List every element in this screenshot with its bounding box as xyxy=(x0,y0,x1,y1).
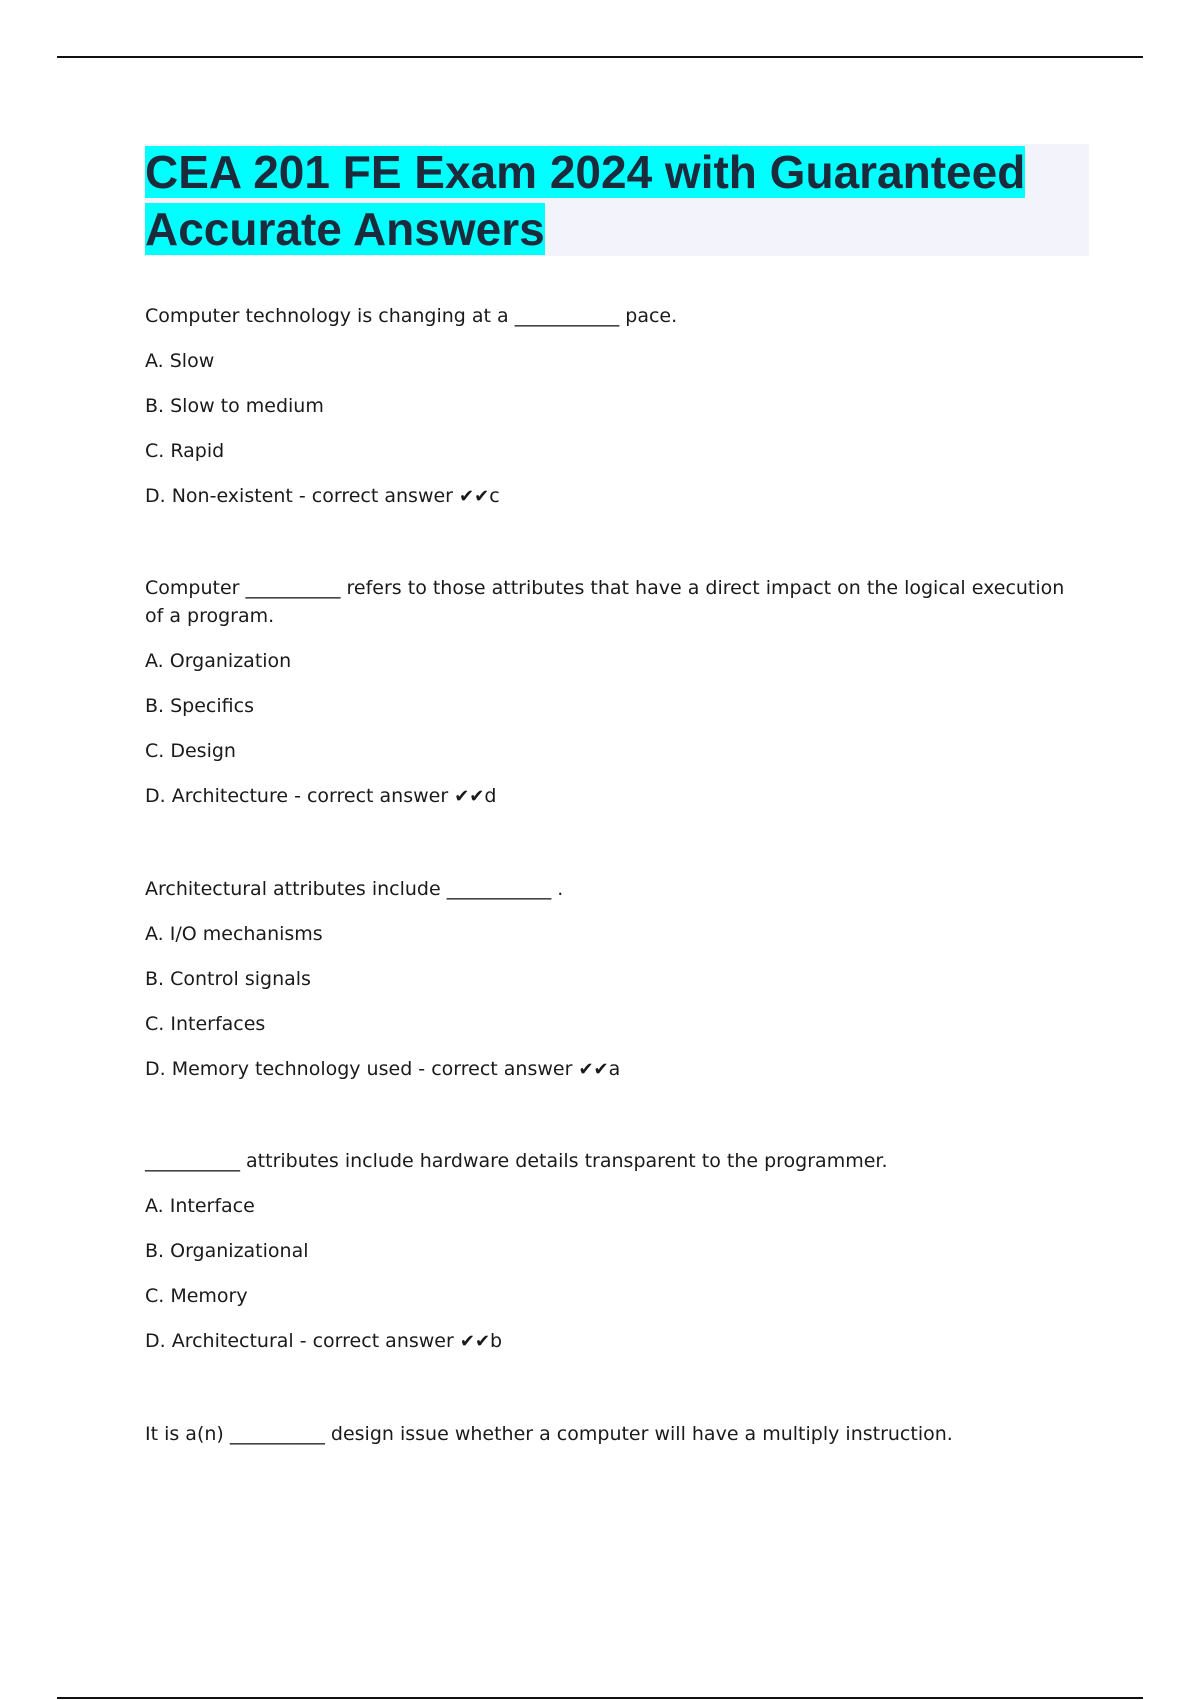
question-2 xyxy=(145,574,1085,828)
question-prompt: It is a(n) __________ design issue whether a computer will have a multiply instruction. xyxy=(145,1423,953,1445)
answer-letter: b xyxy=(490,1330,503,1352)
option-c: C. Design xyxy=(145,740,236,762)
double-check-icon: ✔✔ xyxy=(459,1331,491,1352)
option-d xyxy=(145,782,1085,811)
double-check-icon: ✔✔ xyxy=(454,786,485,807)
option-d xyxy=(145,1055,1085,1084)
option-d-text: D. Non-existent - correct answer xyxy=(145,485,453,507)
option-d-text: D. Architectural - correct answer xyxy=(145,1330,454,1352)
document-title xyxy=(145,144,1089,258)
option-a: A. I/O mechanisms xyxy=(145,923,323,945)
double-check-icon: ✔✔ xyxy=(578,1059,609,1080)
answer-letter: a xyxy=(608,1058,621,1080)
option-b: B. Control signals xyxy=(145,968,311,990)
answer-letter: d xyxy=(484,785,497,807)
double-check-icon: ✔✔ xyxy=(459,486,490,507)
option-a: A. Slow xyxy=(145,350,215,372)
option-c: C. Interfaces xyxy=(145,1013,266,1035)
question-4 xyxy=(145,1147,1085,1373)
question-1 xyxy=(145,302,1085,528)
question-prompt: Computer __________ refers to those attributes that have a direct impact on the logical execution of a program. xyxy=(145,577,1065,627)
option-d xyxy=(145,1327,1085,1356)
option-d xyxy=(145,482,1085,511)
option-b: B. Slow to medium xyxy=(145,395,324,417)
title-block xyxy=(145,144,1089,256)
question-prompt: Computer technology is changing at a ___________ pace. xyxy=(145,305,678,327)
question-3 xyxy=(145,875,1085,1101)
title-line-1: CEA 201 FE Exam 2024 with Guaranteed xyxy=(145,146,1026,198)
option-a: A. Interface xyxy=(145,1195,255,1217)
answer-letter: c xyxy=(489,485,500,507)
header-rule xyxy=(57,56,1143,58)
option-b: B. Specifics xyxy=(145,695,254,717)
option-d-text: D. Architecture - correct answer xyxy=(145,785,449,807)
question-prompt: __________ attributes include hardware details transparent to the programmer. xyxy=(145,1150,888,1172)
option-a: A. Organization xyxy=(145,650,292,672)
title-line-2: Accurate Answers xyxy=(145,203,545,255)
option-d-text: D. Memory technology used - correct answer xyxy=(145,1058,573,1080)
footer-rule xyxy=(57,1697,1143,1699)
option-b: B. Organizational xyxy=(145,1240,309,1262)
option-c: C. Rapid xyxy=(145,440,225,462)
question-5 xyxy=(145,1420,1085,1465)
option-c: C. Memory xyxy=(145,1285,248,1307)
question-prompt: Architectural attributes include ___________ . xyxy=(145,878,564,900)
